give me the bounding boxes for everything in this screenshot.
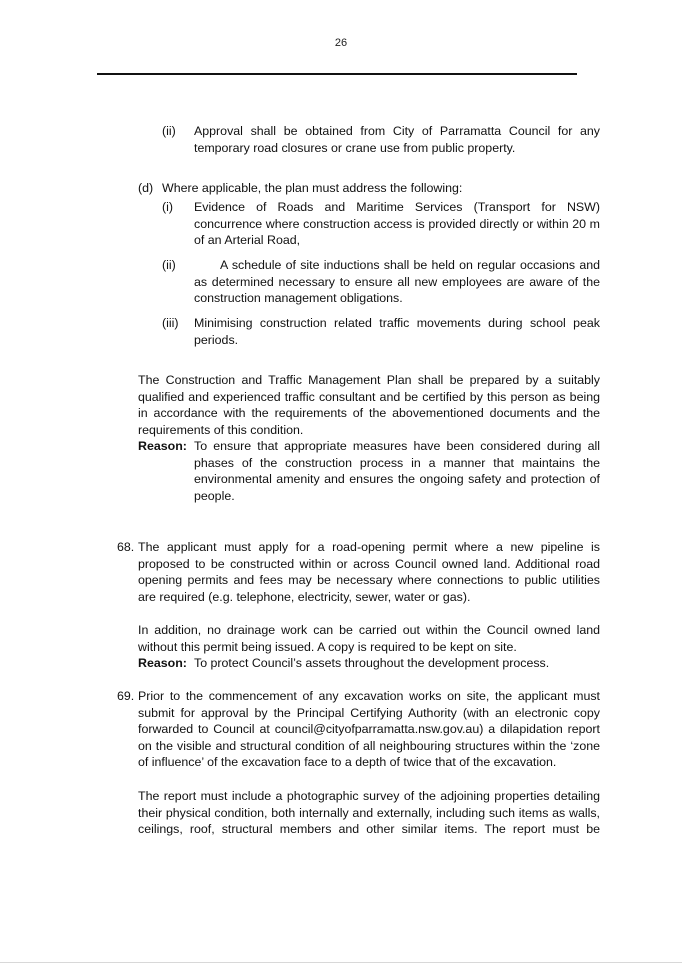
condition-report-paragraph: The report must include a photographic survey of the adjoining properties detailing their physical condition, both internally and externally, including such items as walls, ceilings, roof, structural members and other similar items. The report must be: [138, 789, 600, 837]
section-d-intro: Where applicable, the plan must address the following:: [162, 181, 463, 195]
list-item-number: (ii): [162, 124, 176, 138]
condition-number: 69.: [117, 689, 135, 703]
condition-text: Prior to the commencement of any excavation works on site, the applicant must submit for approval by the Principal Certifying Authority (with an electronic copy forwarded to Council at council@cityofparramatta.nsw.gov.au) a dilapidation report on the visible and structural condition of all neighbouring structures within the ‘zone of influence’ of the excavation face to a depth of twice that of the excavation.: [138, 689, 600, 770]
page-bottom-edge: [0, 962, 682, 963]
page-number: 26: [334, 37, 348, 49]
list-item-number: (ii): [162, 258, 176, 272]
reason-label: Reason:: [138, 656, 187, 670]
list-item-number: (iii): [162, 316, 179, 330]
condition-number: 68.: [117, 540, 135, 554]
list-item-text: Approval shall be obtained from City of Parramatta Council for any temporary road closures or crane use from public property.: [194, 124, 600, 155]
list-item-text: Minimising construction related traffic movements during school peak periods.: [194, 316, 600, 347]
list-item-text: Evidence of Roads and Maritime Services (Transport for NSW) concurrence where construction access is provided directly or within 20 m of an Arterial Road,: [194, 200, 600, 248]
ctmp-paragraph: The Construction and Traffic Management Plan shall be prepared by a suitably qualified and experienced traffic consultant and be certified by this person as being in accordance with the requirements of the abovementioned documents and the requirements of this condition.: [138, 373, 600, 437]
reason-text: To ensure that appropriate measures have been considered during all phases of the construction process in a manner that maintains the environmental amenity and ensures the ongoing safety and protection of people.: [194, 439, 600, 503]
list-item-text: A schedule of site inductions shall be held on regular occasions and as determined necessary to ensure all new employees are aware of the construction management obligations.: [194, 258, 600, 306]
reason-label: Reason:: [138, 439, 187, 453]
reason-text: To protect Council’s assets throughout the development process.: [194, 656, 550, 670]
list-item-number: (i): [162, 200, 174, 214]
section-d-label: (d): [138, 181, 154, 195]
condition-text: The applicant must apply for a road-opening permit where a new pipeline is proposed to be constructed within or across Council owned land. Additional road opening permits and fees may be necessary where connections to public utilities are required (e.g. telephone, electricity, sewer, water or gas).: [138, 540, 600, 604]
condition-addition: In addition, no drainage work can be carried out within the Council owned land without this permit being issued. A copy is required to be kept on site.: [138, 623, 600, 654]
header-rule: [97, 73, 577, 75]
